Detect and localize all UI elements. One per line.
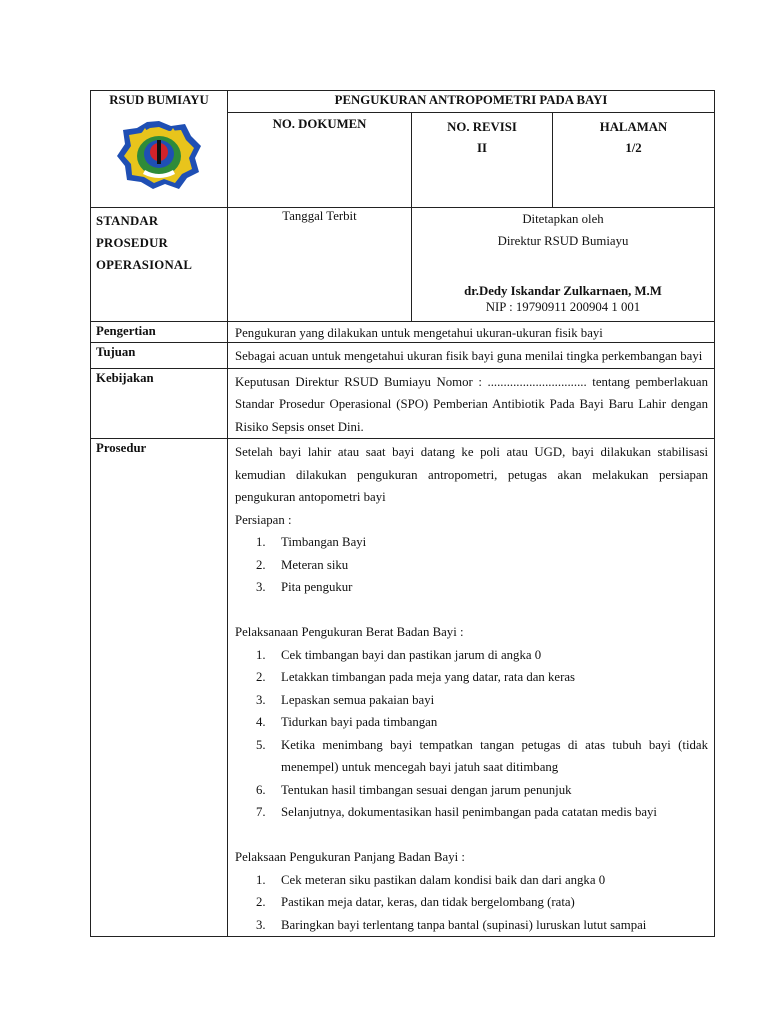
spo-label-line2: PROSEDUR xyxy=(96,236,168,250)
list-item-number: 3. xyxy=(256,580,266,594)
prosedur-intro: Setelah bayi lahir atau saat bayi datang ke poli atau UGD, bayi dilakukan stabilisasi kemudian dilakukan pengukuran antropometri, petugas akan melakukan persiapan pengukuran antopometri bayi xyxy=(235,445,709,504)
list-item xyxy=(256,576,708,599)
berat-title: Pelaksanaan Pengukuran Berat Badan Bayi : xyxy=(235,625,464,639)
list-item xyxy=(256,891,708,914)
list-item-text: Cek timbangan bayi dan pastikan jarum di angka 0 xyxy=(281,647,542,662)
list-item xyxy=(256,914,708,937)
list-item xyxy=(256,531,708,554)
list-item-text: Lepaskan semua pakaian bayi xyxy=(281,692,435,707)
kebijakan-text: Keputusan Direktur RSUD Bumiayu Nomor : ............................... tentang pemberlakuan Standar Prosedur Operasional (SPO) Pemberian Antibiotik Pada Bayi Baru Lahir dengan Risiko Sepsis onset Dini. xyxy=(228,368,715,439)
list-item-number: 1. xyxy=(256,872,266,887)
list-item-text: Selanjutnya, dokumentasikan hasil penimbangan pada catatan medis bayi xyxy=(281,805,657,819)
berat-list xyxy=(235,644,708,824)
spo-label-cell xyxy=(91,208,228,322)
approved-by: Ditetapkan oleh xyxy=(522,212,604,226)
tujuan-label: Tujuan xyxy=(91,343,228,369)
pengertian-label: Pengertian xyxy=(91,322,228,343)
hospital-logo-emblem xyxy=(115,118,203,192)
list-item xyxy=(256,869,708,892)
spo-label-line1: STANDAR xyxy=(96,214,159,228)
persiapan-title: Persiapan : xyxy=(235,512,292,527)
list-item-number: 2. xyxy=(256,557,266,572)
list-item-text: Baringkan bayi terlentang tanpa bantal (supinasi) luruskan lutut sampai xyxy=(281,917,647,932)
list-item xyxy=(256,801,708,824)
list-item-text: Timbangan Bayi xyxy=(281,535,367,549)
list-item-number: 1. xyxy=(256,535,266,549)
persiapan-list xyxy=(235,531,708,599)
doc-number-cell xyxy=(228,113,412,208)
page-label: HALAMAN xyxy=(599,120,668,134)
list-item-text: Ketika menimbang bayi tempatkan tangan petugas di atas tubuh bayi (tidak menempel) untuk mencegah bayi jatuh saat ditimbang xyxy=(281,737,709,774)
list-item xyxy=(256,734,709,779)
tujuan-text: Sebagai acuan untuk mengetahui ukuran fisik bayi guna menilai tingka perkembangan bayi xyxy=(228,343,715,369)
list-item-number: 3. xyxy=(256,917,266,932)
list-item-text: Pastikan meja datar, keras, dan tidak bergelombang (rata) xyxy=(281,895,575,909)
list-item-number: 6. xyxy=(256,782,266,797)
list-item xyxy=(256,554,708,577)
document-title: PENGUKURAN ANTROPOMETRI PADA BAYI xyxy=(228,91,715,113)
approver-title: Direktur RSUD Bumiayu xyxy=(497,234,629,248)
list-item-text: Pita pengukur xyxy=(281,580,353,594)
list-item xyxy=(256,711,708,734)
list-item xyxy=(256,666,708,689)
list-item-number: 2. xyxy=(256,895,266,909)
spo-label-line3: OPERASIONAL xyxy=(96,258,193,272)
revision-value: II xyxy=(477,141,487,155)
list-item-number: 1. xyxy=(256,647,266,662)
prosedur-label: Prosedur xyxy=(91,439,228,937)
issue-date-cell xyxy=(228,208,412,322)
list-item-text: Cek meteran siku pastikan dalam kondisi baik dan dari angka 0 xyxy=(281,872,606,887)
prosedur-content xyxy=(228,439,715,937)
panjang-title: Pelaksaan Pengukuran Panjang Badan Bayi : xyxy=(235,850,465,864)
list-item-text: Letakkan timbangan pada meja yang datar, rata dan keras xyxy=(281,670,576,684)
panjang-list xyxy=(235,869,708,937)
list-item-number: 4. xyxy=(256,715,266,729)
list-item xyxy=(256,689,708,712)
list-item xyxy=(256,779,708,802)
list-item xyxy=(256,644,708,667)
list-item-text: Tentukan hasil timbangan sesuai dengan jarum penunjuk xyxy=(281,782,572,797)
sop-table xyxy=(90,90,715,937)
pengertian-text: Pengukuran yang dilakukan untuk mengetahui ukuran-ukuran fisik bayi xyxy=(228,322,715,343)
revision-cell xyxy=(412,113,553,208)
kebijakan-label: Kebijakan xyxy=(91,368,228,439)
list-item-number: 2. xyxy=(256,670,266,684)
revision-label: NO. REVISI xyxy=(447,120,517,134)
approval-cell xyxy=(412,208,715,322)
doc-number-label: NO. DOKUMEN xyxy=(272,117,367,131)
list-item-number: 7. xyxy=(256,805,266,819)
signer-nip: NIP : 19790911 200904 1 001 xyxy=(485,300,641,314)
list-item-number: 5. xyxy=(256,737,266,752)
list-item-text: Meteran siku xyxy=(281,557,349,572)
issue-date-label: Tanggal Terbit xyxy=(282,209,357,223)
page-cell xyxy=(553,113,715,208)
signer-name: dr.Dedy Iskandar Zulkarnaen, M.M xyxy=(464,284,662,298)
list-item-text: Tidurkan bayi pada timbangan xyxy=(281,715,438,729)
list-item-number: 3. xyxy=(256,692,266,707)
page-value: 1/2 xyxy=(625,141,642,155)
hospital-name: RSUD BUMIAYU xyxy=(109,93,209,107)
hospital-cell xyxy=(91,91,228,208)
